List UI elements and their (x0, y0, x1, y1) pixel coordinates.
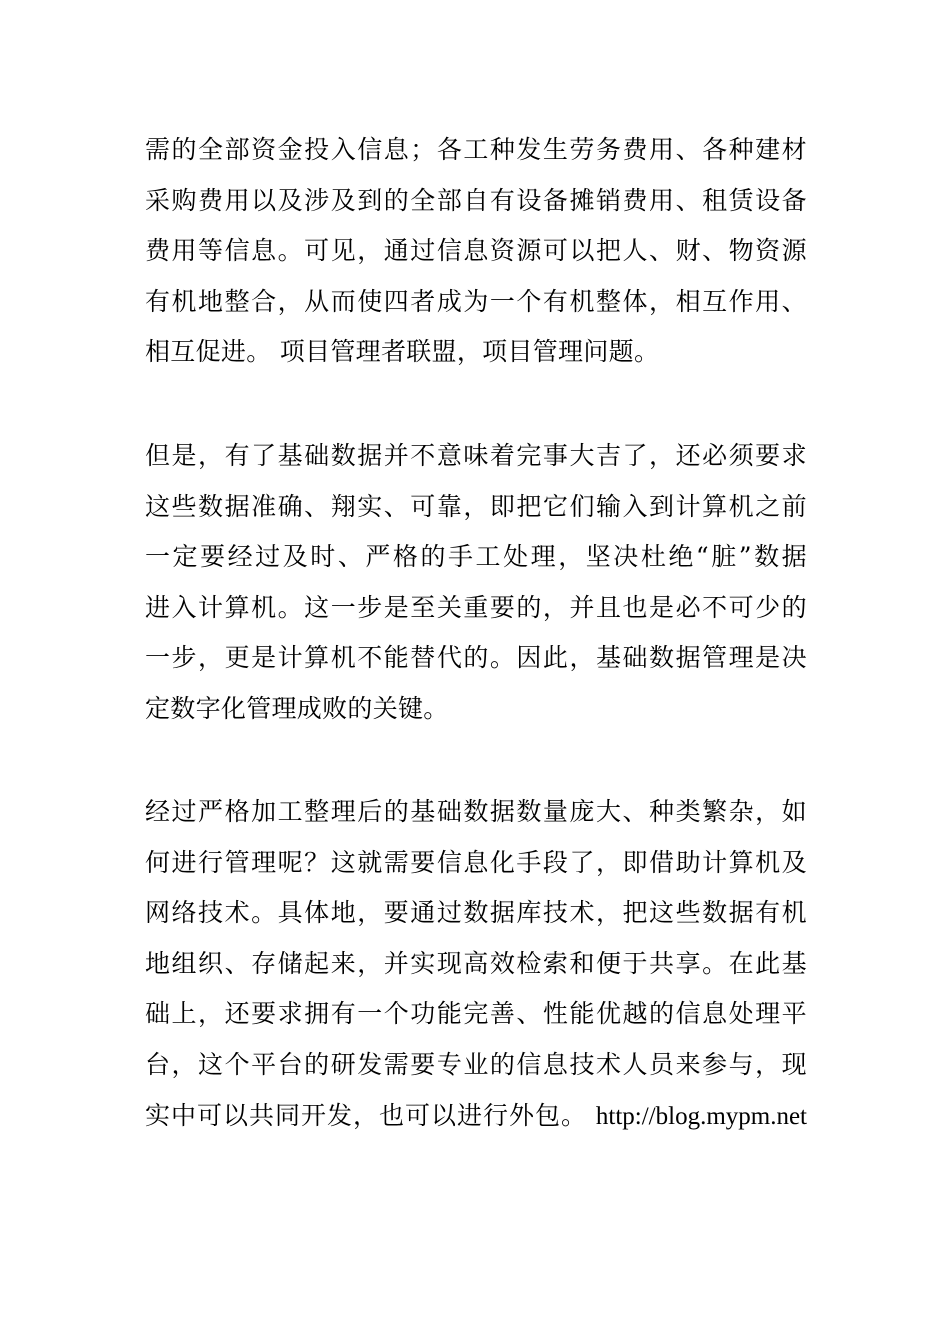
text-line: 何进行管理呢？这就需要信息化手段了，即借助计算机及 (145, 847, 807, 877)
text-line: 台，这个平台的研发需要专业的信息技术人员来参与，现 (145, 1049, 807, 1079)
text-line: 有机地整合，从而使四者成为一个有机整体，相互作用、 (145, 286, 807, 316)
text-line: 网络技术。具体地，要通过数据库技术，把这些数据有机 (145, 898, 807, 928)
text-line: 但是，有了基础数据并不意味着完事大吉了，还必须要求 (145, 441, 807, 470)
text-line: 础上，还要求拥有一个功能完善、性能优越的信息处理平 (145, 999, 807, 1029)
text-line: 地组织、存储起来，并实现高效检索和便于共享。在此基 (145, 948, 807, 978)
text-line: 定数字化管理成败的关键。 (145, 693, 449, 723)
text-line: 费用等信息。可见，通过信息资源可以把人、财、物资源 (145, 236, 807, 266)
paragraph-2 (145, 431, 807, 735)
paragraph-3 (145, 787, 807, 1142)
text-line: 进入计算机。这一步是至关重要的，并且也是必不可少的 (145, 592, 807, 622)
text-line: 需的全部资金投入信息；各工种发生劳务费用、各种建材 (145, 135, 807, 164)
text-line: 经过严格加工整理后的基础数据数量庞大、种类繁杂，如 (145, 797, 807, 826)
text-line: 采购费用以及涉及到的全部自有设备摊销费用、租赁设备 (145, 185, 807, 215)
paragraph-1 (145, 125, 807, 378)
text-line: 相互促进。 项目管理者联盟，项目管理问题。 (145, 337, 660, 367)
text-line-final (145, 1091, 807, 1143)
text-line: 这些数据准确、翔实、可靠，即把它们输入到计算机之前 (145, 491, 807, 521)
text-line-segment: 实中可以共同开发，也可以进行外包。 (145, 1100, 596, 1130)
blog-url-link[interactable]: http://blog.mypm.net (595, 1102, 807, 1130)
text-line: 一步，更是计算机不能替代的。因此，基础数据管理是决 (145, 643, 807, 673)
text-line: 一定要经过及时、严格的手工处理，坚决杜绝“脏”数据 (145, 542, 807, 572)
